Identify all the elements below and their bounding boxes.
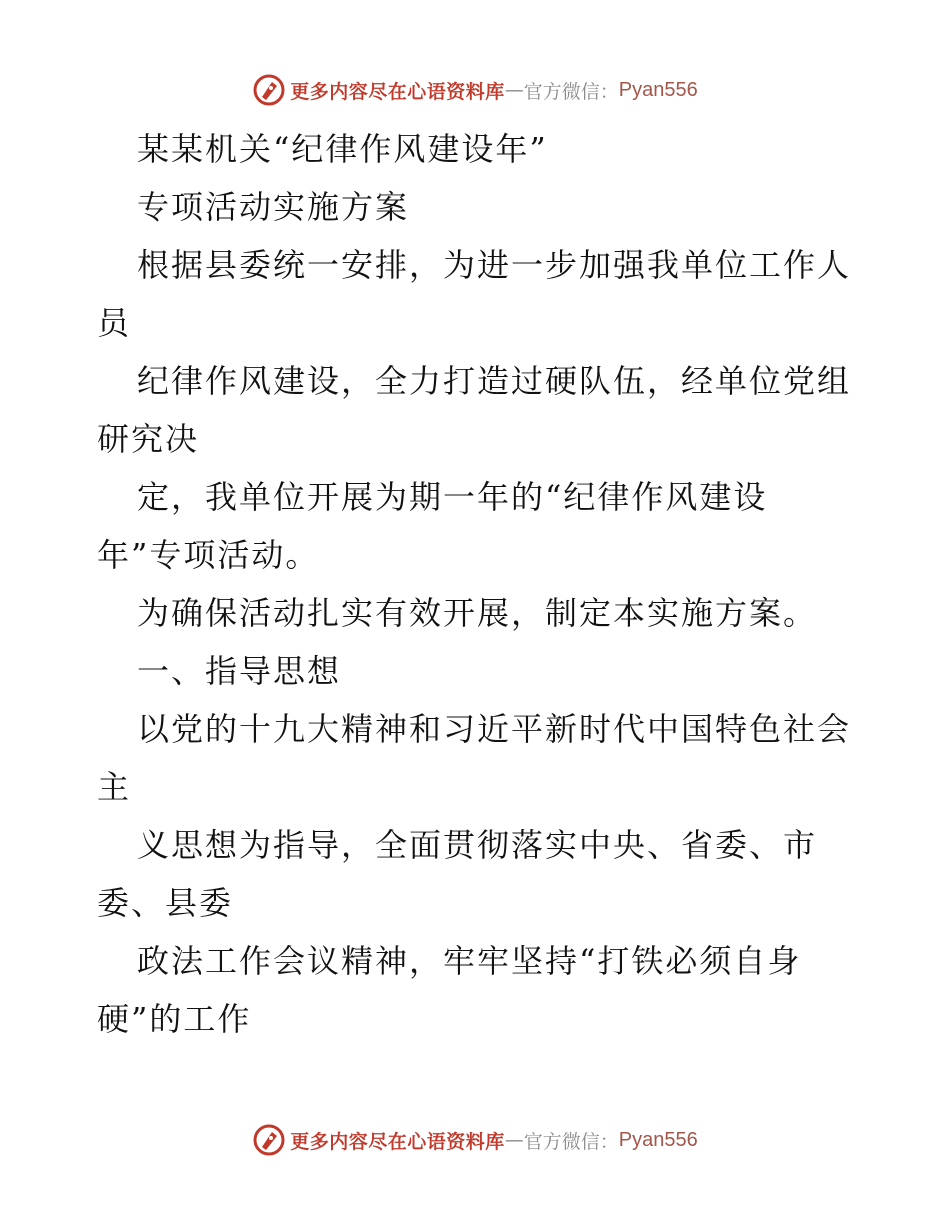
document-line: 员 bbox=[97, 304, 132, 342]
document-line: 一、指导思想 bbox=[137, 652, 342, 690]
document-line: 定，我单位开展为期一年的“纪律作风建设 bbox=[137, 478, 768, 516]
banner-official-text: 官方微信： bbox=[523, 1130, 619, 1153]
document-line: 为确保活动扎实有效开展，制定本实施方案。 bbox=[137, 594, 818, 632]
document-line: 专项活动实施方案 bbox=[137, 188, 410, 226]
banner-main-text: 更多内容尽在心语资料库 bbox=[290, 1130, 505, 1153]
document-line: 硬”的工作 bbox=[97, 1000, 252, 1038]
banner-wechat-id: Pyan556 bbox=[618, 1128, 698, 1151]
document-line: 义思想为指导，全面贯彻落实中央、省委、市 bbox=[137, 826, 818, 864]
document-line: 年”专项活动。 bbox=[97, 536, 320, 574]
footer-banner bbox=[0, 1120, 950, 1160]
document-body bbox=[97, 120, 857, 1048]
pen-nib-icon bbox=[252, 73, 286, 107]
banner-wechat-id: Pyan556 bbox=[618, 78, 698, 101]
document-line: 主 bbox=[97, 768, 132, 806]
pen-nib-icon bbox=[252, 1123, 286, 1157]
document-line: 委、县委 bbox=[97, 884, 234, 922]
document-line: 根据县委统一安排，为进一步加强我单位工作人 bbox=[137, 246, 852, 284]
banner-dash: — bbox=[504, 1129, 524, 1151]
document-line: 某某机关“纪律作风建设年” bbox=[137, 130, 548, 168]
banner-official-text: 官方微信： bbox=[523, 80, 619, 103]
document-line: 政法工作会议精神，牢牢坚持“打铁必须自身 bbox=[137, 942, 802, 980]
banner-main-text: 更多内容尽在心语资料库 bbox=[290, 80, 505, 103]
document-line: 研究决 bbox=[97, 420, 200, 458]
document-line: 纪律作风建设，全力打造过硬队伍，经单位党组 bbox=[137, 362, 852, 400]
banner-dash: — bbox=[504, 79, 524, 101]
document-line: 以党的十九大精神和习近平新时代中国特色社会 bbox=[137, 710, 852, 748]
header-banner bbox=[0, 70, 950, 110]
